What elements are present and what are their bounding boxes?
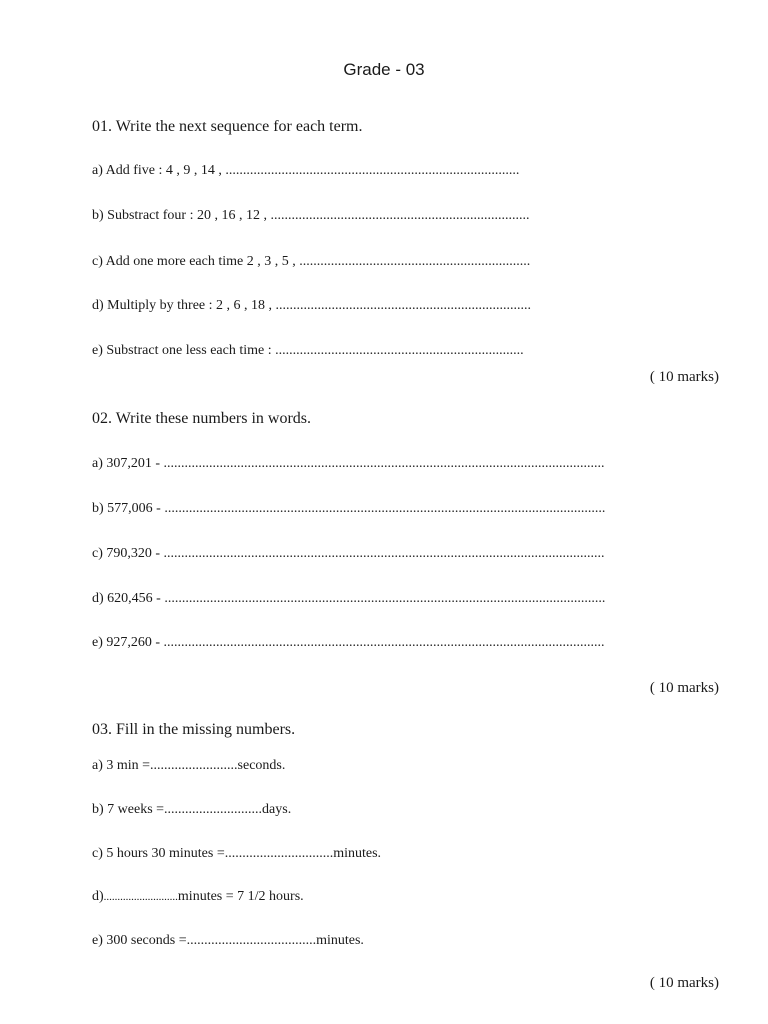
question-2-heading: 02. Write these numbers in words.	[92, 410, 312, 427]
q3-item-d-prefix: d)	[92, 889, 104, 904]
q3-item-d-blank: ...........................	[103, 891, 178, 903]
q1-marks: ( 10 marks)	[649, 369, 719, 385]
q1-item-e: e) Substract one less each time : .......................................................................	[92, 343, 524, 358]
q2-item-a: a) 307,201 - ..............................................................................................................................	[92, 456, 605, 471]
q3-item-a: a) 3 min =.........................seconds.	[92, 758, 286, 773]
q3-item-d	[92, 889, 304, 905]
page-title: Grade - 03	[343, 60, 425, 79]
q3-item-e: e) 300 seconds =.....................................minutes.	[92, 933, 364, 948]
question-3-heading: 03. Fill in the missing numbers.	[92, 721, 296, 738]
q2-item-d: d) 620,456 - ..............................................................................................................................	[92, 591, 606, 606]
q1-item-a: a) Add five : 4 , 9 , 14 , ....................................................................................	[92, 163, 520, 178]
question-1-heading: 01. Write the next sequence for each term.	[92, 118, 363, 135]
q2-item-b: b) 577,006 - ..............................................................................................................................	[92, 501, 606, 516]
q3-item-c: c) 5 hours 30 minutes =...............................minutes.	[92, 846, 382, 861]
q3-marks: ( 10 marks)	[649, 975, 719, 991]
q2-item-e: e) 927,260 - ..............................................................................................................................	[92, 635, 605, 650]
q3-item-d-rest: minutes = 7 1/2 hours.	[177, 889, 304, 904]
q3-item-b: b) 7 weeks =............................days.	[92, 802, 292, 817]
q2-item-c: c) 790,320 - ..............................................................................................................................	[92, 546, 605, 561]
q2-marks: ( 10 marks)	[649, 680, 719, 696]
q1-item-b: b) Substract four : 20 , 16 , 12 , ..........................................................................	[92, 208, 530, 223]
q1-item-c: c) Add one more each time 2 , 3 , 5 , ..................................................................	[92, 254, 531, 269]
q1-item-d: d) Multiply by three : 2 , 6 , 18 , .........................................................................	[92, 298, 532, 313]
